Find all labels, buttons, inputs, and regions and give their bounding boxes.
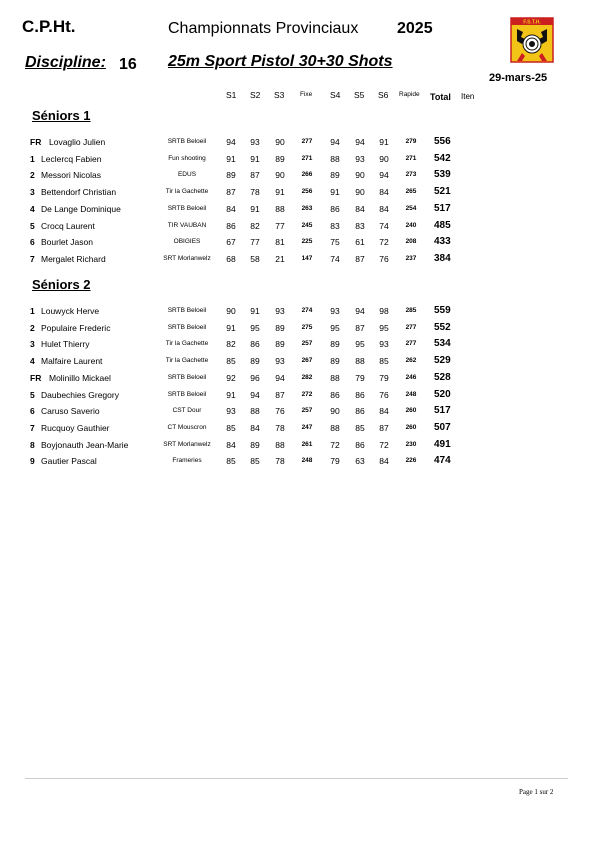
logo-text: F.S.T.H.: [523, 19, 541, 26]
club: SRTB Beloeil: [167, 373, 207, 381]
score-s4: 79: [330, 456, 340, 467]
score-s6: 84: [379, 456, 389, 467]
score-s2: 88: [250, 406, 260, 417]
shooter-name: Daubechies Gregory: [41, 389, 119, 400]
score-s1: 68: [226, 253, 236, 264]
score-s2: 77: [250, 237, 260, 248]
subtotal-rapide: 285: [405, 307, 417, 314]
score-s6: 76: [379, 389, 389, 400]
shooter-name: Malfaire Laurent: [41, 356, 103, 367]
score-s6: 98: [379, 306, 389, 316]
score-s5: 86: [355, 439, 365, 450]
score-s1: 93: [226, 406, 236, 417]
total-score: 517: [434, 202, 451, 214]
rank: 6: [30, 237, 35, 248]
subtotal-rapide: 265: [405, 188, 417, 196]
score-s5: 86: [355, 389, 365, 400]
score-s4: 75: [330, 237, 340, 248]
section-title: Séniors 2: [32, 277, 91, 292]
rank: 6: [30, 406, 35, 417]
score-s6: 79: [379, 372, 389, 383]
score-s1: 89: [226, 170, 236, 181]
federation-logo: [510, 17, 554, 63]
total-score: 559: [434, 305, 451, 316]
discipline-label: Discipline:: [25, 54, 106, 71]
club: SRTB Beloeil: [167, 204, 207, 212]
score-s3: 88: [275, 439, 285, 450]
shooter-name: Bettendorf Christian: [41, 187, 117, 198]
score-s3: 89: [275, 153, 285, 164]
rank: 5: [30, 220, 35, 231]
subtotal-fixe: 256: [301, 188, 313, 196]
subtotal-rapide: 208: [405, 238, 417, 246]
shooter-name: De Lange Dominique: [41, 203, 121, 214]
total-score: 433: [434, 236, 451, 248]
score-s2: 84: [250, 422, 260, 433]
column-header-s2: S2: [250, 90, 261, 100]
total-score: 491: [434, 438, 451, 450]
score-s6: 76: [379, 253, 389, 264]
score-s6: 84: [379, 187, 389, 198]
score-s3: 93: [275, 356, 285, 367]
score-s2: 58: [250, 253, 260, 264]
score-s2: 78: [250, 187, 260, 198]
score-s4: 86: [330, 203, 340, 214]
table-row: [0, 187, 595, 203]
total-score: 485: [434, 219, 451, 231]
table-row: [0, 456, 595, 472]
score-s1: 84: [226, 203, 236, 214]
rank: 8: [30, 439, 35, 450]
discipline-name: 25m Sport Pistol 30+30 Shots: [168, 53, 393, 70]
score-s5: 90: [355, 170, 365, 181]
shooter-name: Louwyck Herve: [41, 306, 100, 316]
rank: 2: [30, 322, 35, 333]
column-header-s5: S5: [354, 90, 365, 100]
score-s4: 74: [330, 253, 340, 264]
subtotal-fixe: 245: [301, 221, 313, 229]
shooter-name: Leclercq Fabien: [41, 153, 102, 164]
total-score: 534: [434, 338, 451, 350]
shooter-name: Caruso Saverio: [41, 406, 100, 417]
score-s5: 94: [355, 306, 365, 316]
shooter-name: Boyjonauth Jean-Marie: [41, 439, 129, 450]
table-row: [0, 440, 595, 456]
score-s4: 72: [330, 439, 340, 450]
club: Tir la Gachette: [165, 357, 209, 365]
score-s3: 90: [275, 137, 285, 147]
score-s6: 90: [379, 153, 389, 164]
score-s1: 87: [226, 187, 236, 198]
club: SRTB Beloeil: [167, 390, 207, 398]
score-s1: 92: [226, 372, 236, 383]
rank: 2: [30, 170, 35, 181]
score-s1: 91: [226, 389, 236, 400]
score-s6: 94: [379, 170, 389, 181]
score-s3: 90: [275, 170, 285, 181]
subtotal-rapide: 260: [405, 407, 417, 415]
subtotal-rapide: 262: [405, 357, 417, 365]
score-s6: 93: [379, 339, 389, 350]
score-s2: 94: [250, 389, 260, 400]
column-header-rapide: Rapide: [399, 91, 420, 98]
shooter-name: Bourlet Jason: [41, 237, 93, 248]
score-s4: 94: [330, 137, 340, 147]
subtotal-fixe: 263: [301, 204, 313, 212]
club: SRTB Beloeil: [167, 323, 207, 331]
score-s3: 89: [275, 322, 285, 333]
score-s4: 83: [330, 220, 340, 231]
subtotal-rapide: 237: [405, 254, 417, 262]
table-row: [0, 254, 595, 270]
total-score: 539: [434, 169, 451, 181]
score-s5: 83: [355, 220, 365, 231]
total-score: 474: [434, 455, 451, 467]
subtotal-fixe: 277: [301, 138, 313, 145]
score-s3: 89: [275, 339, 285, 350]
club: OBIGIES: [173, 238, 201, 246]
shooter-name: Messori Nicolas: [41, 170, 101, 181]
total-score: 542: [434, 152, 451, 164]
score-s1: 85: [226, 456, 236, 467]
table-row: [0, 221, 595, 237]
score-s5: 79: [355, 372, 365, 383]
rank: FR: [30, 372, 42, 383]
rank: 5: [30, 389, 35, 400]
table-row: [0, 373, 595, 389]
score-s3: 91: [275, 187, 285, 198]
score-s1: 85: [226, 422, 236, 433]
score-s3: 88: [275, 203, 285, 214]
organization-name: C.P.Ht.: [22, 17, 76, 36]
score-s3: 87: [275, 389, 285, 400]
table-row: [0, 406, 595, 422]
subtotal-fixe: 267: [301, 357, 313, 365]
club: Tir la Gachette: [165, 340, 209, 348]
table-row: [0, 137, 595, 153]
column-header-fixe: Fixe: [300, 91, 313, 98]
shooter-name: Populaire Frederic: [41, 322, 111, 333]
championship-title: Championnats Provinciaux: [168, 20, 359, 37]
rank: 3: [30, 187, 35, 198]
subtotal-rapide: 277: [405, 340, 417, 348]
shooter-name: Hulet Thierry: [41, 339, 90, 350]
rank: 1: [30, 153, 35, 164]
score-s6: 85: [379, 356, 389, 367]
shooter-name: Rucquoy Gauthier: [41, 422, 110, 433]
total-score: 521: [434, 186, 451, 198]
club: CST Dour: [172, 407, 202, 415]
subtotal-fixe: 225: [301, 238, 313, 246]
score-s5: 87: [355, 253, 365, 264]
score-s2: 93: [250, 137, 260, 147]
subtotal-fixe: 275: [301, 323, 313, 331]
table-row: [0, 170, 595, 186]
column-header-s4: S4: [330, 90, 341, 100]
table-row: [0, 306, 595, 322]
score-s5: 88: [355, 356, 365, 367]
score-s6: 91: [379, 137, 389, 147]
subtotal-rapide: 254: [405, 204, 417, 212]
score-s3: 78: [275, 422, 285, 433]
event-date: 29-mars-25: [489, 72, 548, 84]
subtotal-rapide: 271: [405, 154, 417, 162]
score-s4: 91: [330, 187, 340, 198]
score-s3: 93: [275, 306, 285, 316]
rank: 9: [30, 456, 35, 467]
table-row: [0, 339, 595, 355]
score-s2: 91: [250, 153, 260, 164]
section-title: Séniors 1: [32, 108, 91, 123]
rank: FR: [30, 137, 42, 147]
total-score: 507: [434, 421, 451, 433]
column-header-s3: S3: [274, 90, 285, 100]
score-s5: 87: [355, 322, 365, 333]
total-score: 529: [434, 355, 451, 367]
subtotal-rapide: 273: [405, 171, 417, 179]
rank: 7: [30, 422, 35, 433]
score-s3: 76: [275, 406, 285, 417]
score-s4: 89: [330, 170, 340, 181]
club: SRT Morlanwelz: [163, 254, 211, 262]
shooter-name: Lovaglio Julien: [49, 137, 106, 147]
score-s6: 72: [379, 439, 389, 450]
table-row: [0, 154, 595, 170]
score-s5: 94: [355, 137, 365, 147]
table-row: [0, 390, 595, 406]
club: Tir la Gachette: [165, 188, 209, 196]
subtotal-rapide: 260: [405, 423, 417, 431]
score-s5: 61: [355, 237, 365, 248]
score-s2: 85: [250, 456, 260, 467]
rank: 4: [30, 203, 35, 214]
score-s1: 84: [226, 439, 236, 450]
score-s3: 94: [275, 372, 285, 383]
club: SRTB Beloeil: [167, 138, 207, 145]
table-row: [0, 356, 595, 372]
score-s1: 67: [226, 237, 236, 248]
score-s1: 90: [226, 306, 236, 316]
score-s6: 72: [379, 237, 389, 248]
subtotal-rapide: 277: [405, 323, 417, 331]
score-s1: 82: [226, 339, 236, 350]
score-s6: 74: [379, 220, 389, 231]
score-s3: 21: [275, 253, 285, 264]
shooter-name: Molinillo Mickael: [49, 372, 111, 383]
total-score: 528: [434, 371, 451, 383]
subtotal-fixe: 274: [301, 307, 313, 314]
score-s3: 81: [275, 237, 285, 248]
column-header-iten: Iten: [461, 92, 475, 101]
subtotal-fixe: 147: [301, 254, 313, 262]
table-row: [0, 204, 595, 220]
subtotal-fixe: 247: [301, 423, 313, 431]
score-s2: 89: [250, 356, 260, 367]
subtotal-rapide: 240: [405, 221, 417, 229]
shooter-name: Mergalet Richard: [41, 253, 106, 264]
club: TIR VAUBAN: [167, 221, 207, 229]
club: CT Mouscron: [167, 423, 207, 431]
total-score: 517: [434, 405, 451, 417]
table-row: [0, 323, 595, 339]
table-row: [0, 423, 595, 439]
subtotal-rapide: 226: [405, 457, 417, 465]
club: Fun shooting: [168, 154, 206, 162]
shooter-name: Crocq Laurent: [41, 220, 95, 231]
total-score: 552: [434, 321, 451, 333]
total-score: 556: [434, 136, 451, 147]
subtotal-fixe: 248: [301, 457, 313, 465]
subtotal-rapide: 248: [405, 390, 417, 398]
score-s5: 90: [355, 187, 365, 198]
score-s2: 86: [250, 339, 260, 350]
score-s4: 86: [330, 389, 340, 400]
score-s2: 95: [250, 322, 260, 333]
discipline-number: 16: [119, 56, 137, 73]
score-s5: 95: [355, 339, 365, 350]
subtotal-fixe: 282: [301, 373, 313, 381]
score-s4: 90: [330, 406, 340, 417]
subtotal-rapide: 230: [405, 440, 417, 448]
score-s2: 91: [250, 203, 260, 214]
subtotal-fixe: 272: [301, 390, 313, 398]
score-s2: 91: [250, 306, 260, 316]
score-s6: 95: [379, 322, 389, 333]
subtotal-fixe: 257: [301, 340, 313, 348]
subtotal-fixe: 261: [301, 440, 313, 448]
score-s5: 93: [355, 153, 365, 164]
subtotal-rapide: 279: [405, 138, 417, 145]
score-s1: 94: [226, 137, 236, 147]
score-s6: 87: [379, 422, 389, 433]
rank: 7: [30, 253, 35, 264]
subtotal-fixe: 266: [301, 171, 313, 179]
subtotal-rapide: 246: [405, 373, 417, 381]
footer-divider: [25, 778, 568, 779]
rank: 1: [30, 306, 35, 316]
score-s6: 84: [379, 406, 389, 417]
score-s1: 91: [226, 153, 236, 164]
score-s4: 93: [330, 306, 340, 316]
score-s6: 84: [379, 203, 389, 214]
subtotal-fixe: 257: [301, 407, 313, 415]
score-s2: 89: [250, 439, 260, 450]
score-s2: 96: [250, 372, 260, 383]
score-s1: 91: [226, 322, 236, 333]
score-s2: 82: [250, 220, 260, 231]
column-header-total: Total: [430, 92, 451, 102]
shooter-name: Gautier Pascal: [41, 456, 97, 467]
championship-year: 2025: [397, 20, 433, 37]
rank: 3: [30, 339, 35, 350]
score-s5: 63: [355, 456, 365, 467]
score-s1: 85: [226, 356, 236, 367]
score-s5: 86: [355, 406, 365, 417]
score-s1: 86: [226, 220, 236, 231]
subtotal-fixe: 271: [301, 154, 313, 162]
total-score: 384: [434, 252, 451, 264]
score-s4: 89: [330, 339, 340, 350]
score-s4: 88: [330, 422, 340, 433]
club: SRT Morlanwelz: [163, 440, 211, 448]
score-s2: 87: [250, 170, 260, 181]
rank: 4: [30, 356, 35, 367]
score-s3: 77: [275, 220, 285, 231]
club: Frameries: [172, 457, 202, 465]
table-row: [0, 237, 595, 253]
score-s5: 85: [355, 422, 365, 433]
column-header-s1: S1: [226, 90, 237, 100]
score-s4: 95: [330, 322, 340, 333]
total-score: 520: [434, 388, 451, 400]
club: EDUS: [177, 171, 197, 179]
club: SRTB Beloeil: [167, 307, 207, 314]
score-s4: 88: [330, 153, 340, 164]
column-header-s6: S6: [378, 90, 389, 100]
page-number: Page 1 sur 2: [519, 788, 554, 796]
score-s3: 78: [275, 456, 285, 467]
score-s4: 88: [330, 372, 340, 383]
score-s5: 84: [355, 203, 365, 214]
score-s4: 89: [330, 356, 340, 367]
